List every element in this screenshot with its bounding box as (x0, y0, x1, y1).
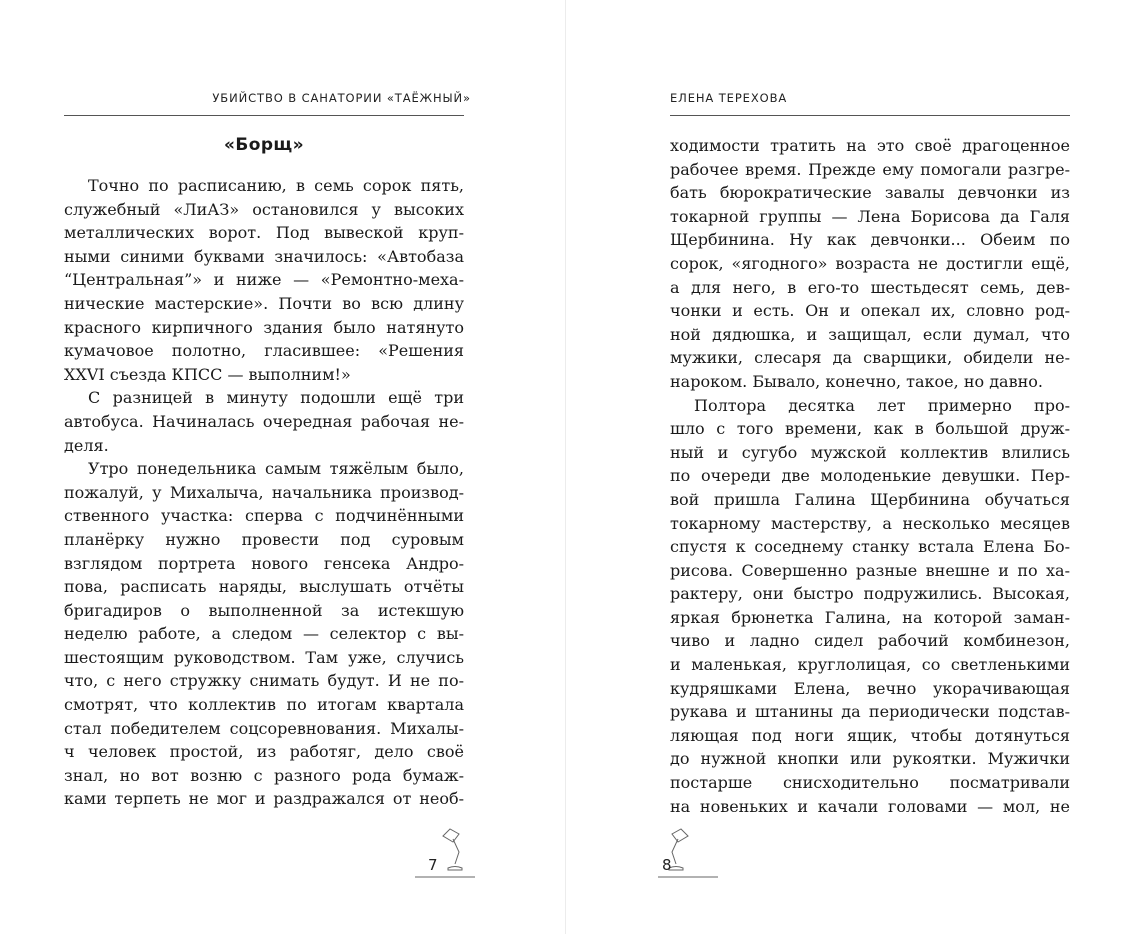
page-number: 7 (428, 856, 438, 874)
text-line: шло с того времени, как в большой друж- (670, 419, 1070, 439)
running-head-book-title: УБИЙСТВО В САНАТОРИИ «ТАЁЖНЫЙ» (212, 91, 471, 105)
text-line: Щербинина. Ну как девчонки... Обеим по (670, 230, 1070, 250)
text-line: чиво и ладно сидел рабочий комбинезон, (670, 631, 1070, 651)
text-line: шестоящим руководством. Там уже, случись (64, 647, 464, 667)
header-rule (670, 115, 1070, 116)
text-line: чонки и есть. Он и опекал их, словно род- (670, 301, 1070, 321)
text-line: Точно по расписанию, в семь сорок пять, (88, 176, 464, 195)
desk-lamp-icon (415, 826, 475, 878)
body-text (64, 174, 464, 811)
text-line: ками терпеть не мог и раздражался от необ- (64, 789, 464, 809)
text-line: нароком. Бывало, конечно, такое, но давно. (670, 371, 1043, 391)
text-line: рукава и штанины да периодически подстав- (670, 702, 1070, 722)
text-line: яркая брюнетка Галина, на которой заман- (670, 607, 1070, 627)
page-folio (415, 826, 475, 878)
text-line: что, с него стружку снимать будут. И не по- (64, 671, 464, 691)
text-line: пожалуй, у Михалыча, начальника производ- (64, 482, 464, 502)
page-folio (658, 826, 718, 878)
text-line: ной дядюшка, и защищал, если думал, что (670, 324, 1070, 344)
text-line: мужики, слесаря да сварщики, обидели не- (670, 348, 1070, 368)
text-line: ный и сугубо мужской коллектив влились (670, 442, 1070, 462)
text-line: ч человек простой, из работяг, дело своё (64, 742, 464, 762)
text-line: С разницей в минуту подошли ещё три (88, 388, 464, 408)
text-line: ходимости тратить на это своё драгоценное (670, 136, 1070, 155)
text-line: рактеру, они быстро подружились. Высокая, (670, 584, 1070, 604)
text-line: сорок, «ягодного» возраста не достигли ещё, (670, 253, 1070, 273)
text-line: до нужной кнопки или рукоятки. Мужички (670, 749, 1070, 769)
left-page (0, 0, 565, 934)
text-line: взглядом портрета нового генсека Андро- (64, 553, 464, 573)
text-line: Утро понедельника самым тяжёлым было, (88, 459, 464, 479)
text-line: и маленькая, круглолицая, со светленькими (670, 655, 1070, 675)
text-line: бригадиров о выполненной за истекшую (64, 600, 464, 620)
text-line: пова, расписать наряды, выслушать отчёты (64, 577, 464, 597)
text-line: XXVI съезда КПСС — выполним!» (64, 364, 351, 384)
chapter-title: «Борщ» (224, 135, 304, 155)
text-line: знал, но вот возню с разного рода бумаж- (64, 765, 464, 785)
text-line: нические мастерские». Почти во всю длину (64, 293, 464, 313)
text-line: рабочее время. Прежде ему помогали разгре- (670, 159, 1070, 179)
text-line: постарше снисходительно посматривали (670, 773, 1070, 793)
right-page (566, 0, 1131, 934)
text-line: спустя к соседнему станку встала Елена Бо- (670, 537, 1070, 557)
text-line: вой пришла Галина Щербинина обучаться (670, 489, 1070, 509)
body-text (670, 134, 1070, 818)
text-line: служебный «ЛиАЗ» остановился у высоких (64, 199, 464, 219)
page-number: 8 (662, 856, 672, 874)
text-line: токарной группы — Лена Борисова да Галя (670, 206, 1070, 226)
text-line: токарному мастерству, а несколько месяцев (670, 513, 1070, 533)
text-line: металлических ворот. Под вывеской круп- (64, 223, 464, 243)
header-rule (64, 115, 464, 116)
text-line: рисова. Совершенно разные внешне и по ха- (670, 560, 1070, 580)
text-line: ственного участка: сперва с подчинёнными (64, 506, 464, 526)
text-line: кумачовое полотно, гласившее: «Решения (64, 341, 464, 361)
text-line: планёрку нужно провести под суровым (64, 529, 464, 549)
text-line: деля. (64, 435, 109, 455)
text-line: стал победителем соцсоревнования. Михалы- (64, 718, 464, 738)
text-line: красного кирпичного здания было натянуто (64, 317, 464, 337)
text-line: бать бюрократические завалы девчонки из (670, 183, 1070, 203)
text-line: неделю работе, а следом — селектор с вы- (64, 624, 464, 644)
text-line: ляющая под ноги ящик, чтобы дотянуться (670, 725, 1070, 745)
running-head-author: ЕЛЕНА ТЕРЕХОВА (670, 91, 788, 105)
text-line: на новеньких и качали головами — мол, не (670, 796, 1070, 816)
text-line: автобуса. Начиналась очередная рабочая не- (64, 411, 464, 431)
text-line: ными синими буквами значилось: «Автобаза (64, 246, 464, 266)
text-line: Полтора десятка лет примерно про- (694, 395, 1070, 415)
text-line: по очереди две молоденькие девушки. Пер- (670, 466, 1070, 486)
text-line: “Центральная”» и ниже — «Ремонтно-меха- (64, 270, 464, 290)
text-line: а для него, в его-то шестьдесят семь, дев- (670, 277, 1070, 297)
text-line: смотрят, что коллектив по итогам квартала (64, 695, 464, 715)
text-line: кудряшками Елена, вечно укорачивающая (670, 678, 1070, 698)
